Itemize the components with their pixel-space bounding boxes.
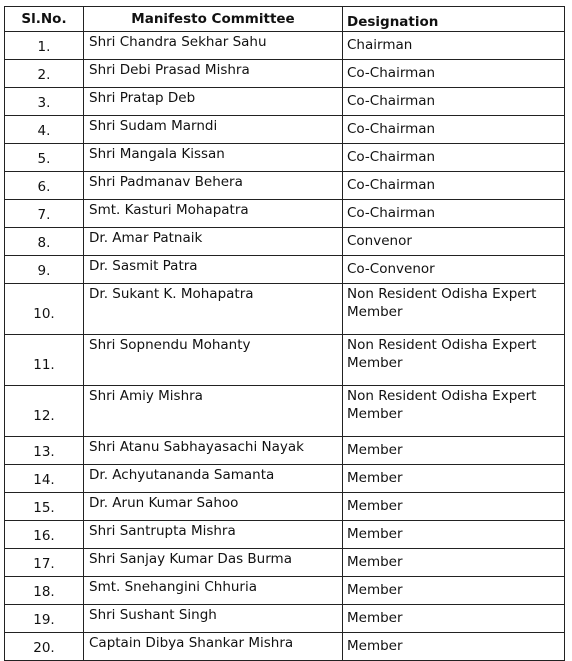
table-row — [5, 256, 565, 284]
row-number-cell: 17. — [5, 549, 84, 577]
row-number-cell: 8. — [5, 228, 84, 256]
member-name-cell: Shri Sopnendu Mohanty — [84, 335, 343, 386]
member-name-cell: Shri Atanu Sabhayasachi Nayak — [84, 437, 343, 465]
designation-cell: Member — [343, 605, 565, 633]
document-sheet — [4, 6, 564, 661]
table-row — [5, 116, 565, 144]
member-name-cell: Shri Sudam Marndi — [84, 116, 343, 144]
row-number-cell: 20. — [5, 633, 84, 661]
row-number-cell: 3. — [5, 88, 84, 116]
row-number-cell: 15. — [5, 493, 84, 521]
row-number-cell: 12. — [5, 386, 84, 437]
table-row — [5, 549, 565, 577]
member-name-cell: Shri Debi Prasad Mishra — [84, 60, 343, 88]
member-name-cell: Shri Santrupta Mishra — [84, 521, 343, 549]
designation-cell: Chairman — [343, 32, 565, 60]
member-name-cell: Smt. Kasturi Mohapatra — [84, 200, 343, 228]
header-sl-no: Sl.No. — [5, 7, 84, 32]
designation-cell: Non Resident Odisha Expert Member — [343, 284, 565, 335]
designation-cell: Member — [343, 465, 565, 493]
table-row — [5, 172, 565, 200]
member-name-cell: Shri Sushant Singh — [84, 605, 343, 633]
table-row — [5, 386, 565, 437]
table-row — [5, 60, 565, 88]
row-number-cell: 4. — [5, 116, 84, 144]
table-row — [5, 493, 565, 521]
designation-cell: Co-Chairman — [343, 116, 565, 144]
designation-cell: Co-Chairman — [343, 60, 565, 88]
designation-cell: Co-Chairman — [343, 172, 565, 200]
header-committee: Manifesto Committee — [84, 7, 343, 32]
row-number-cell: 19. — [5, 605, 84, 633]
table-row — [5, 605, 565, 633]
member-name-cell: Shri Mangala Kissan — [84, 144, 343, 172]
row-number-cell: 14. — [5, 465, 84, 493]
designation-cell: Member — [343, 633, 565, 661]
row-number-cell: 6. — [5, 172, 84, 200]
designation-cell: Non Resident Odisha Expert Member — [343, 386, 565, 437]
table-row — [5, 228, 565, 256]
header-designation: Designation — [343, 7, 565, 32]
member-name-cell: Smt. Snehangini Chhuria — [84, 577, 343, 605]
designation-cell: Member — [343, 437, 565, 465]
member-name-cell: Dr. Amar Patnaik — [84, 228, 343, 256]
table-row — [5, 88, 565, 116]
designation-cell: Member — [343, 549, 565, 577]
table-row — [5, 521, 565, 549]
member-name-cell: Dr. Achyutananda Samanta — [84, 465, 343, 493]
table-row — [5, 437, 565, 465]
header-row — [5, 7, 565, 32]
designation-cell: Co-Chairman — [343, 144, 565, 172]
member-name-cell: Shri Padmanav Behera — [84, 172, 343, 200]
member-name-cell: Shri Pratap Deb — [84, 88, 343, 116]
row-number-cell: 9. — [5, 256, 84, 284]
table-body — [5, 32, 565, 661]
table-row — [5, 200, 565, 228]
table-header — [5, 7, 565, 32]
table-row — [5, 465, 565, 493]
table-row — [5, 577, 565, 605]
row-number-cell: 18. — [5, 577, 84, 605]
row-number-cell: 16. — [5, 521, 84, 549]
designation-cell: Member — [343, 577, 565, 605]
designation-cell: Member — [343, 493, 565, 521]
row-number-cell: 11. — [5, 335, 84, 386]
member-name-cell: Shri Chandra Sekhar Sahu — [84, 32, 343, 60]
member-name-cell: Shri Sanjay Kumar Das Burma — [84, 549, 343, 577]
row-number-cell: 5. — [5, 144, 84, 172]
designation-cell: Co-Chairman — [343, 200, 565, 228]
member-name-cell: Captain Dibya Shankar Mishra — [84, 633, 343, 661]
member-name-cell: Dr. Sukant K. Mohapatra — [84, 284, 343, 335]
member-name-cell: Dr. Arun Kumar Sahoo — [84, 493, 343, 521]
member-name-cell: Dr. Sasmit Patra — [84, 256, 343, 284]
row-number-cell: 2. — [5, 60, 84, 88]
table-row — [5, 284, 565, 335]
designation-cell: Convenor — [343, 228, 565, 256]
table-row — [5, 633, 565, 661]
table-row — [5, 32, 565, 60]
row-number-cell: 7. — [5, 200, 84, 228]
member-name-cell: Shri Amiy Mishra — [84, 386, 343, 437]
manifesto-committee-table — [4, 6, 565, 661]
table-row — [5, 144, 565, 172]
designation-cell: Co-Chairman — [343, 88, 565, 116]
designation-cell: Co-Convenor — [343, 256, 565, 284]
row-number-cell: 10. — [5, 284, 84, 335]
designation-cell: Non Resident Odisha Expert Member — [343, 335, 565, 386]
row-number-cell: 1. — [5, 32, 84, 60]
row-number-cell: 13. — [5, 437, 84, 465]
designation-cell: Member — [343, 521, 565, 549]
table-row — [5, 335, 565, 386]
